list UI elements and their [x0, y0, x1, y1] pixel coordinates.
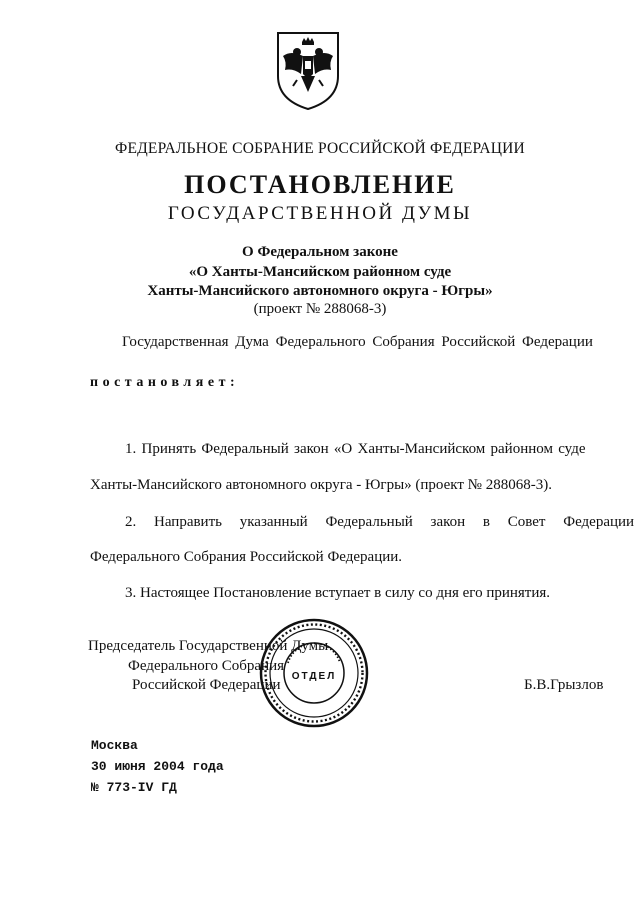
- assembly-heading: ФЕДЕРАЛЬНОЕ СОБРАНИЕ РОССИЙСКОЙ ФЕДЕРАЦИИ: [115, 140, 525, 157]
- date: 30 июня 2004 года: [91, 759, 224, 774]
- subject-line-3: Ханты-Мансийского автономного округа - Югры»: [147, 283, 493, 299]
- item-3: 3. Настоящее Постановление вступает в силу со дня его принятия.: [125, 585, 551, 601]
- document-type-title: ПОСТАНОВЛЕНИЕ: [184, 170, 456, 199]
- seal-stamp-icon: [258, 617, 370, 729]
- stamp-center-text: ОТДЕЛ: [291, 671, 337, 682]
- issuer-heading: ГОСУДАРСТВЕННОЙ ДУМЫ: [167, 203, 473, 224]
- signer-title-line-3: Российской Федерации: [132, 677, 281, 693]
- coat-of-arms-icon: [275, 30, 341, 112]
- registration-number: № 773-IV ГД: [91, 780, 177, 795]
- item-2-line-2: Федерального Собрания Российской Федерации.: [90, 549, 403, 565]
- signer-name: Б.В.Грызлов: [524, 677, 604, 693]
- signer-title-line-1: Председатель Государственной Думы: [88, 638, 329, 654]
- place: Москва: [91, 738, 138, 753]
- signer-title-line-2: Федерального Собрания: [128, 658, 285, 674]
- item-1-line-2: Ханты-Мансийского автономного округа - Югры» (проект № 288068-3).: [90, 477, 552, 493]
- subject-line-1: О Федеральном законе: [242, 244, 398, 260]
- item-2-line-1: 2. Направить указанный Федеральный закон в Совет Федерации: [125, 514, 635, 530]
- item-1-line-1: 1. Принять Федеральный закон «О Ханты-Мансийском районном суде: [125, 441, 586, 457]
- resolves-text: постановляет:: [90, 375, 240, 390]
- project-number: (проект № 288068-3): [253, 301, 387, 317]
- subject-line-2: «О Ханты-Мансийском районном суде: [188, 264, 452, 280]
- preamble-text: Государственная Дума Федерального Собрания Российской Федерации: [122, 334, 593, 350]
